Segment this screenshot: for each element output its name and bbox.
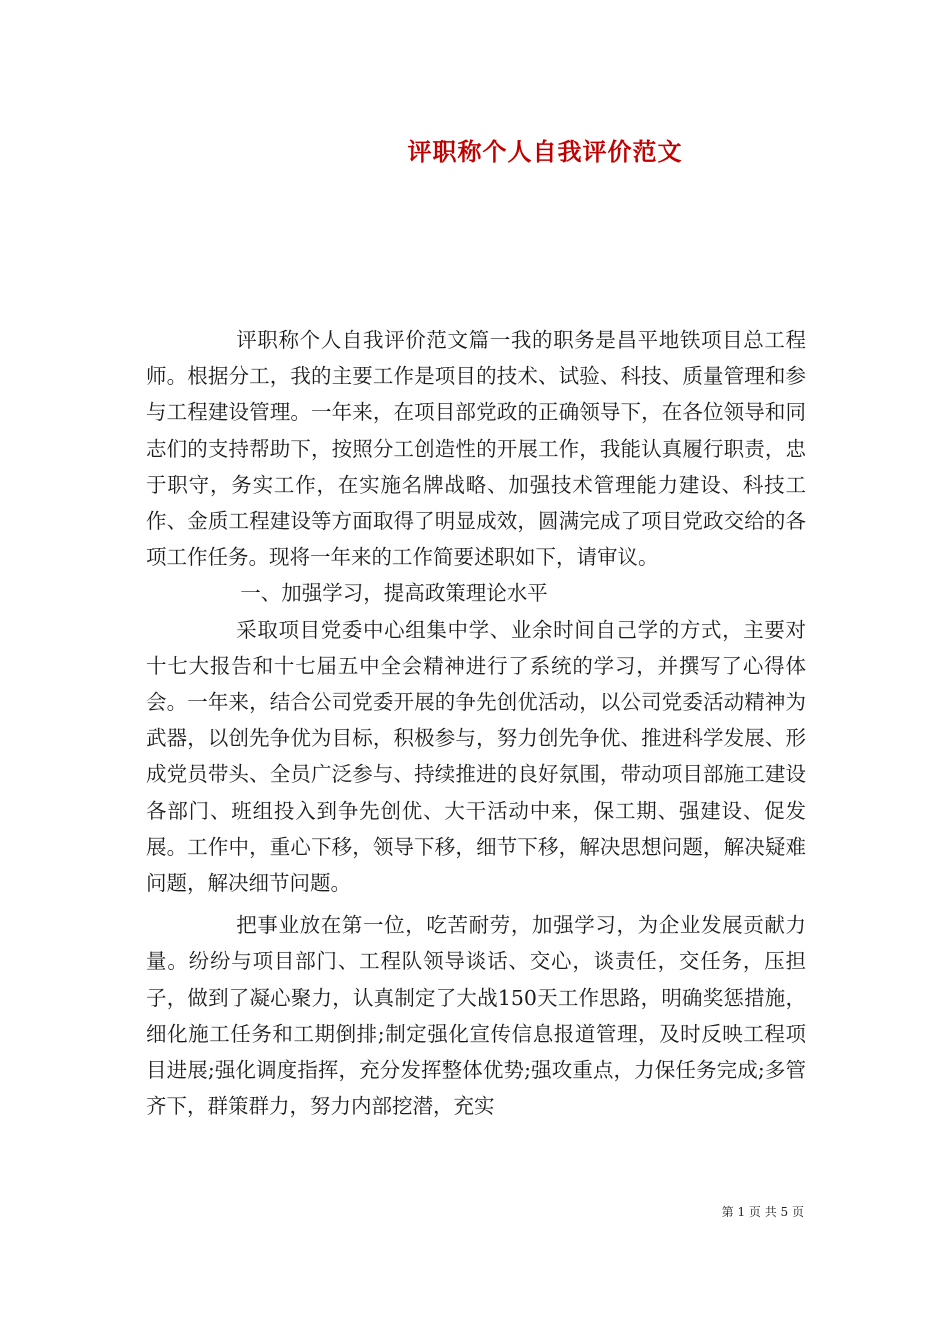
- paragraph-intro: 评职称个人自我评价范文篇一我的职务是昌平地铁项目总工程师。根据分工，我的主要工作是项目的技术、试验、科技、质量管理和参与工程建设管理。一年来，在项目部党政的正确领导下，在各位领导和同志们的支持帮助下，按照分工创造性的开展工作，我能认真履行职责，忠于职守，务实工作，在实施名牌战略、加强技术管理能力建设、科技工作、金质工程建设等方面取得了明显成效，圆满完成了项目党政交给的各项工作任务。现将一年来的工作简要述职如下，请审议。: [146, 328, 806, 570]
- paragraph-study: 采取项目党委中心组集中学、业余时间自己学的方式，主要对十七大报告和十七届五中全会精神进行了系统的学习，并撰写了心得体会。一年来，结合公司党委开展的争先创优活动，以公司党委活动精神为武器，以创先争优为目标，积极参与，努力创先争优、推进科学发展、形成党员带头、全员广泛参与、持续推进的良好氛围，带动项目部施工建设各部门、班组投入到争先创优、大干活动中来，保工期、强建设、促发展。工作中，重心下移，领导下移，细节下移，解决思想问题，解决疑难问题，解决细节问题。: [146, 617, 806, 896]
- section-heading-1: 一、加强学习，提高政策理论水平: [240, 581, 548, 606]
- document-body: [146, 322, 806, 1124]
- document-title: 评职称个人自我评价范文: [407, 137, 683, 166]
- page-number-footer: 第 1 页 共 5 页: [721, 1205, 804, 1219]
- paragraph-career: 把事业放在第一位，吃苦耐劳，加强学习，为企业发展贡献力量。纷纷与项目部门、工程队领导谈话、交心，谈责任，交任务，压担子，做到了凝心聚力，认真制定了大战150天工作思路，明确奖惩措施，细化施工任务和工期倒排;制定强化宣传信息报道管理，及时反映工程项目进展;强化调度指挥，充分发挥整体优势;强攻重点，力保任务完成;多管齐下，群策群力，努力内部挖潜，充实: [146, 913, 806, 1119]
